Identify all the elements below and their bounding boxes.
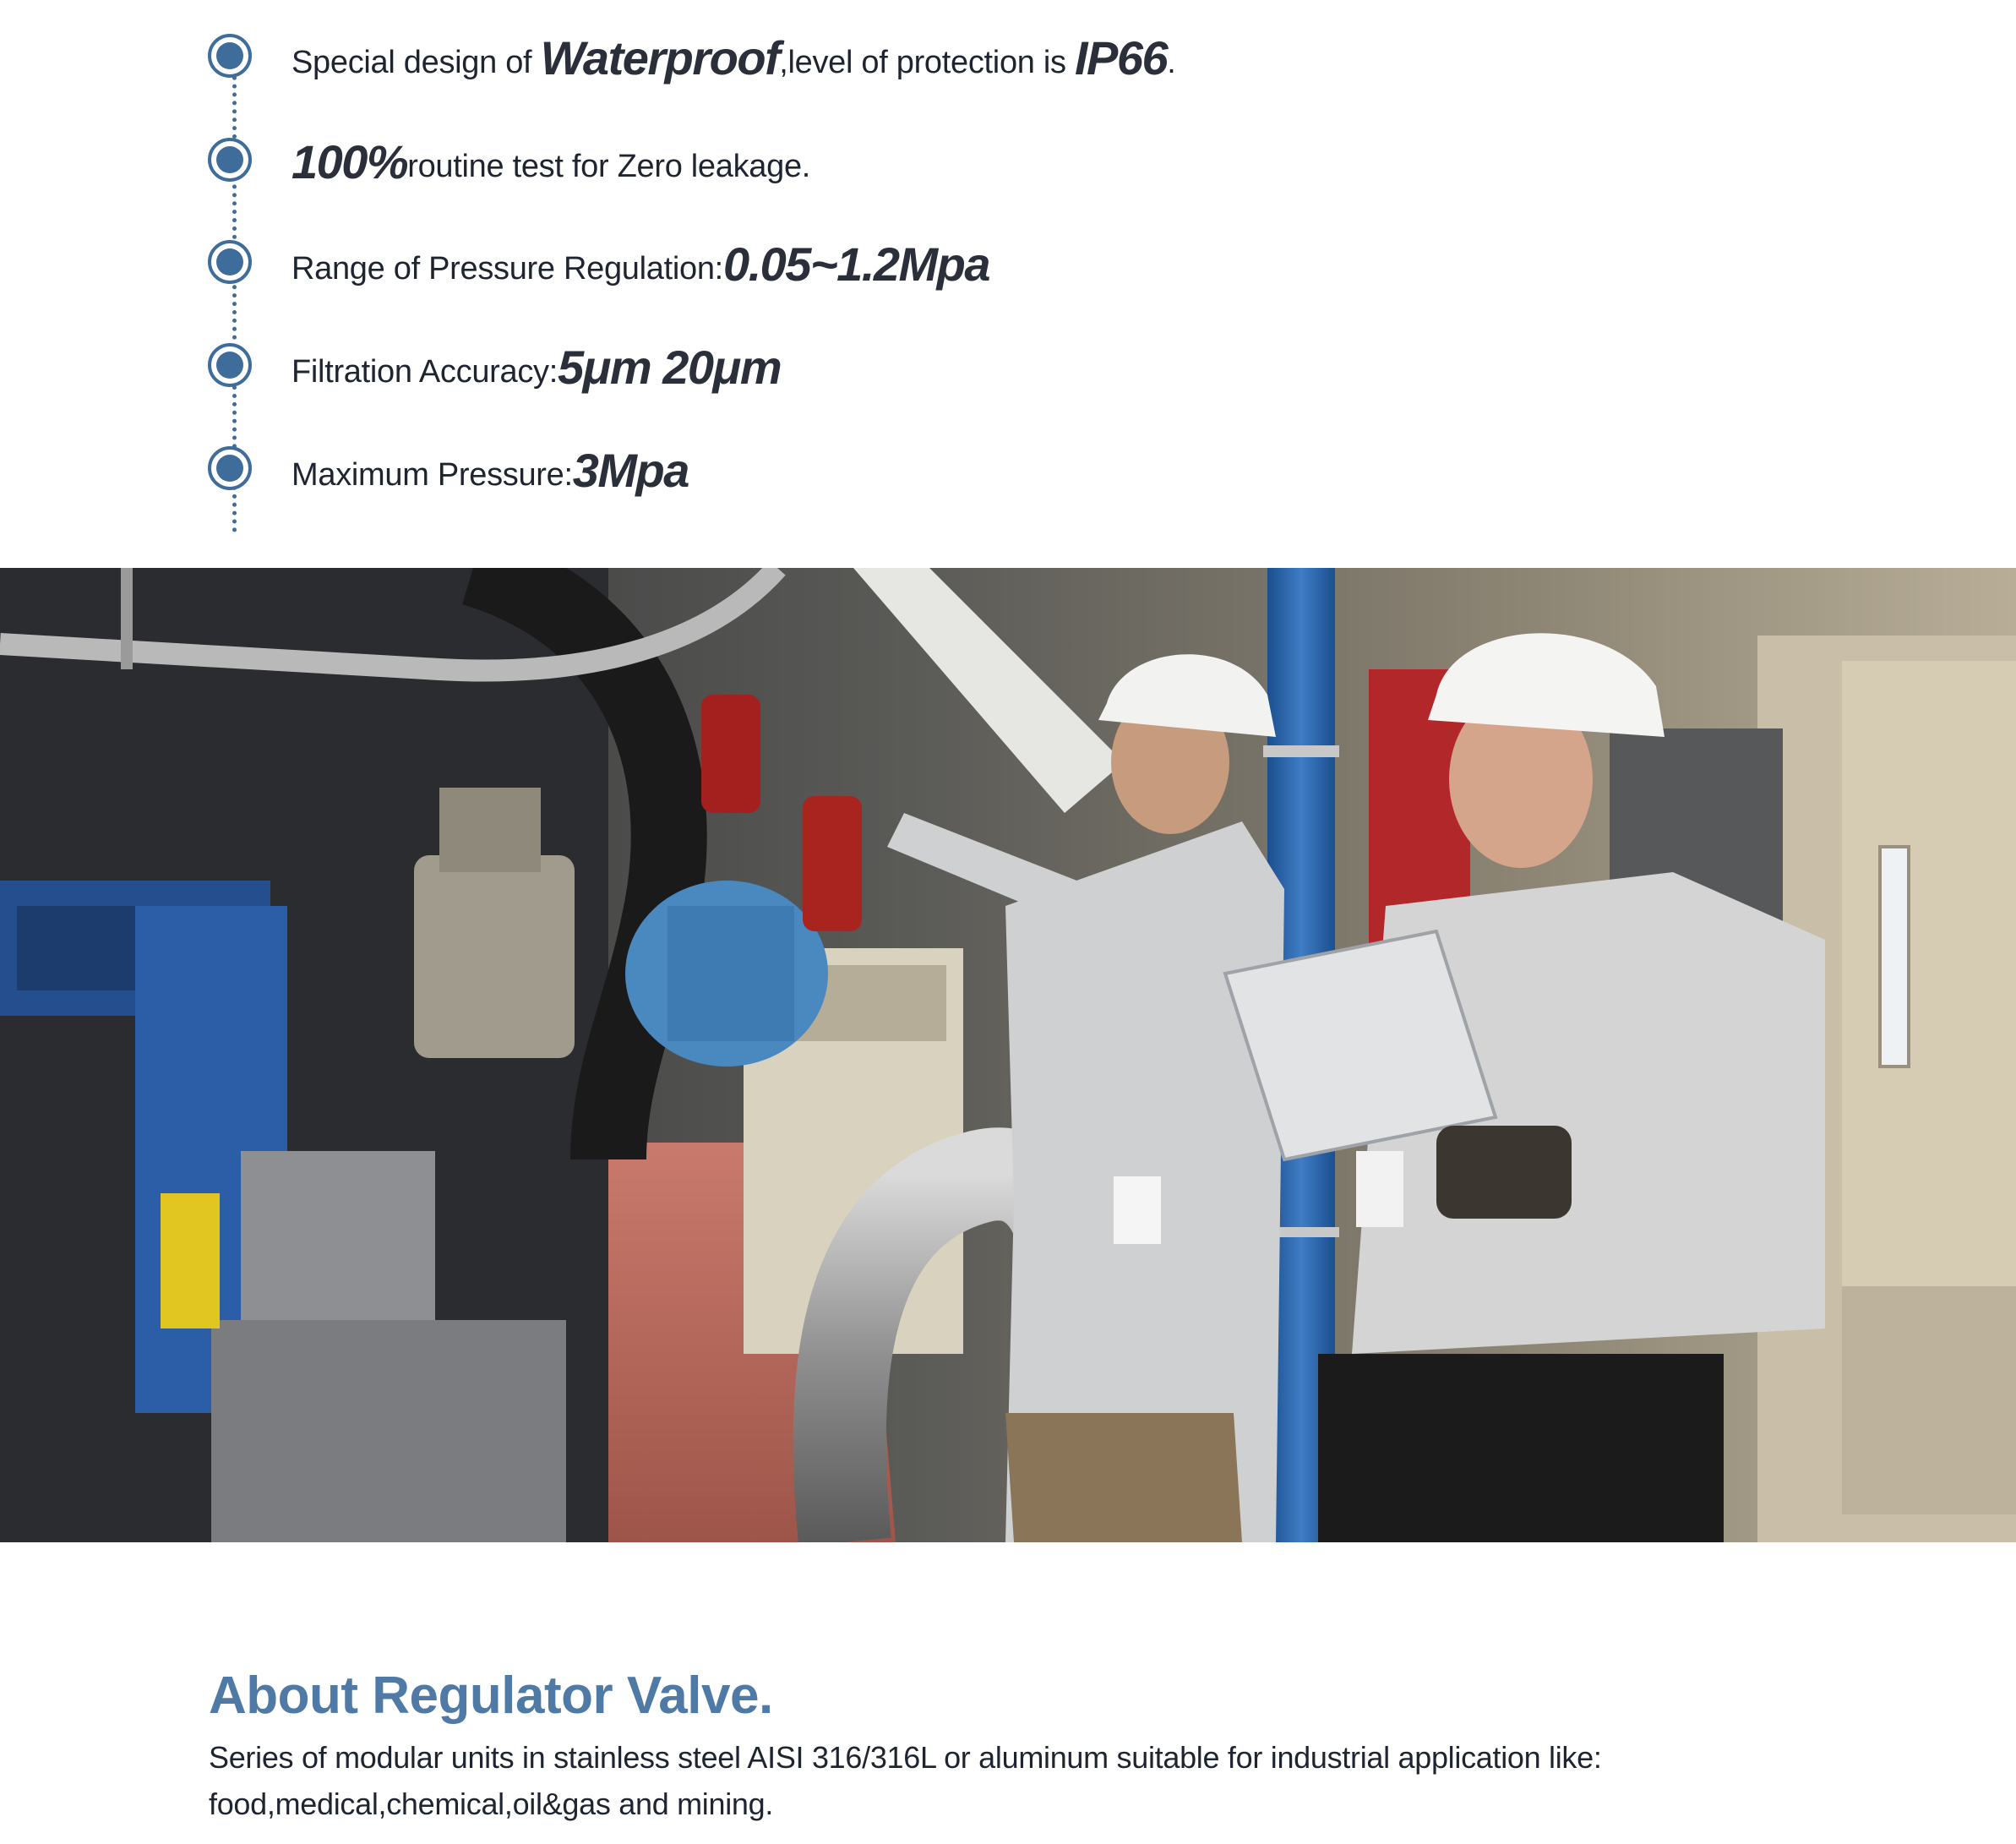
- feature-text-before: Maximum Pressure:: [292, 457, 573, 493]
- feature-text-after: routine test for Zero leakage.: [407, 149, 811, 184]
- bullet-icon: [208, 446, 252, 490]
- feature-text-before: Special design of: [292, 45, 541, 80]
- bullet-icon: [208, 138, 252, 182]
- industrial-scene-illustration: [0, 568, 2016, 1542]
- feature-filtration-accuracy: [0, 318, 2016, 402]
- feature-text: [292, 20, 1175, 105]
- feature-highlight: 100%: [292, 135, 408, 188]
- feature-text: [292, 124, 810, 209]
- feature-text-after: ,level of protection is: [779, 45, 1075, 80]
- feature-text: [292, 330, 781, 414]
- feature-waterproof: [0, 8, 2016, 93]
- feature-pressure-range: [0, 215, 2016, 299]
- about-title: About Regulator Valve.: [209, 1667, 773, 1726]
- feature-highlight: 0.05~1.2Mpa: [722, 237, 989, 291]
- about-description-line: Series of modular units in stainless steel AISI 316/316L or aluminum suitable for industrial application like:: [209, 1740, 1602, 1775]
- feature-text: [292, 226, 989, 311]
- feature-routine-test: [0, 112, 2016, 197]
- feature-maximum-pressure: [0, 421, 2016, 505]
- feature-highlight-secondary: IP66: [1074, 31, 1168, 85]
- feature-highlight: Waterproof: [540, 31, 780, 85]
- feature-list: [0, 0, 2016, 568]
- bullet-icon: [208, 34, 252, 78]
- feature-text: [292, 433, 689, 517]
- industrial-photo: [0, 568, 2016, 1542]
- bullet-icon: [208, 240, 252, 284]
- feature-highlight: 3Mpa: [572, 444, 689, 497]
- feature-text-before: Filtration Accuracy:: [292, 354, 558, 390]
- bullet-icon: [208, 343, 252, 387]
- about-description: [209, 1734, 1814, 1827]
- about-description-line: food,medical,chemical,oil&gas and mining.: [209, 1787, 774, 1821]
- feature-highlight: 5μm 20μm: [558, 341, 782, 394]
- feature-text-before: Range of Pressure Regulation:: [292, 251, 723, 286]
- feature-text-after-secondary: .: [1167, 45, 1176, 80]
